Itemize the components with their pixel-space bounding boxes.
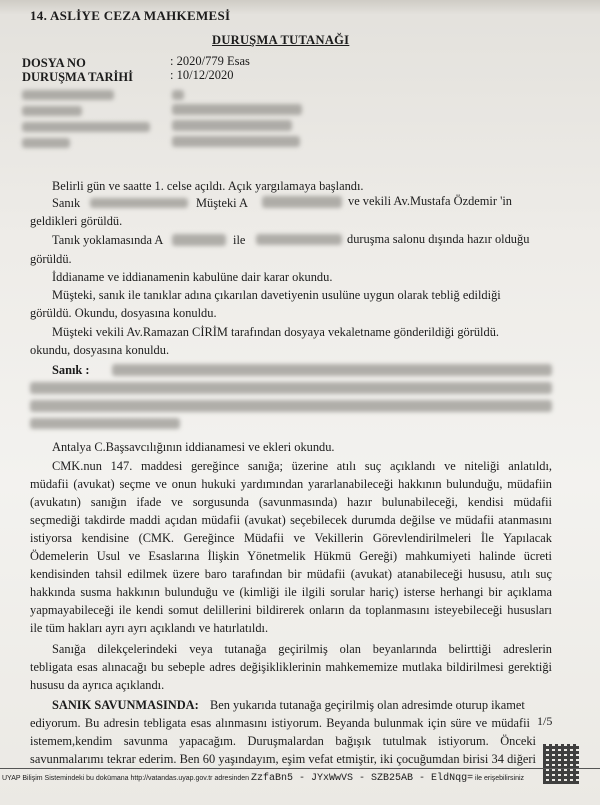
redacted-defendant-info bbox=[30, 382, 552, 394]
text-line: geldikleri görüldü. bbox=[30, 214, 123, 228]
footer-text: UYAP Bilişim Sistemindeki bu dokümana http://vatandas.uyap.gov.tr adresinden bbox=[2, 775, 250, 782]
redacted-name bbox=[262, 196, 342, 208]
hearing-date-label: DURUŞMA TARİHİ bbox=[22, 70, 134, 84]
redacted-field-value bbox=[172, 104, 302, 115]
text-line: Ben yukarıda tutanağa geçirilmiş olan adresimde oturup ikamet bbox=[210, 698, 525, 712]
redacted-field-label bbox=[22, 90, 114, 100]
footer-verification bbox=[2, 773, 524, 784]
text-line: Belirli gün ve saatte 1. celse açıldı. Açık yargılamaya başlandı. bbox=[52, 179, 364, 193]
redacted-defendant-info bbox=[112, 364, 552, 376]
defense-heading: SANIK SAVUNMASINDA: bbox=[52, 698, 199, 712]
redacted-field-value bbox=[172, 90, 184, 100]
footer-suffix: ile erişebilirsiniz bbox=[475, 775, 525, 782]
redacted-field-value bbox=[172, 136, 300, 147]
case-number-value: : 2020/779 Esas bbox=[170, 54, 250, 68]
text-line: duruşma salonu dışında hazır olduğu bbox=[347, 232, 530, 246]
redacted-name bbox=[256, 234, 342, 245]
text-line: ve vekili Av.Mustafa Özdemir 'in bbox=[348, 194, 512, 208]
redacted-name bbox=[90, 198, 188, 208]
redacted-field-label bbox=[22, 106, 82, 116]
defendant-label: Sanık : bbox=[52, 363, 90, 377]
verification-code: ZzfaBn5 - JYxWwVS - SZB25AB - EldNqg= bbox=[251, 773, 474, 784]
text-line: Müşteki vekili Av.Ramazan CİRİM tarafından dosyaya vekaletname gönderildiği görüldü. bbox=[52, 325, 499, 339]
redacted-defendant-info bbox=[30, 418, 180, 429]
text-line: Ödemelerin Usul ve Esaslarına İlişkin Yönetmelik Hükmü Gereği) mahkumiyeti halinde ücreti bbox=[30, 549, 552, 563]
text-line: okundu, dosyasına konuldu. bbox=[30, 343, 170, 357]
redacted-field-label bbox=[22, 122, 150, 132]
text-line: savunmalarımı tekrar ederim. Ben 60 yaşındayım, eşim vefat etmiştir, iki çocuğumdan birisi 34 diğeri bbox=[30, 752, 536, 766]
text-line: Sanığa dilekçelerindeki veya tutanağa geçirilmiş olan beyanlarında belirttiği adreslerin bbox=[52, 642, 552, 656]
text-line: Müşteki A bbox=[196, 196, 248, 210]
text-line: kendisinden tahsil edilmek üzere baro tarafından bir müdafii (avukat) atanabileceği hususu, atılı suç bbox=[30, 567, 552, 581]
redacted-name bbox=[172, 234, 226, 246]
court-name: 14. ASLİYE CEZA MAHKEMESİ bbox=[30, 8, 231, 23]
text-line: görüldü. bbox=[30, 252, 72, 266]
text-line: seçmediği takdirde maddi açıdan müdafii (avukat) seçebilecek durumda değilse ve müdafii atanmasını bbox=[30, 513, 552, 527]
case-number-label: DOSYA NO bbox=[22, 56, 86, 70]
redacted-field-value bbox=[172, 120, 292, 131]
text-line: (avukatın) sanığın ifade ve sorgusunda (savunmasında) hazır bulunabileceği, kendisi müdafii bbox=[30, 495, 552, 509]
text-line: CMK.nun 147. maddesi gereğince sanığa; üzerine atılı suç açıklandı ve niteliği anlatıldı, bbox=[52, 459, 552, 473]
redacted-defendant-info bbox=[30, 400, 552, 412]
redacted-field-label bbox=[22, 138, 70, 148]
text-line: istiyorsa kendisine (CMK. Gereğince Müdafii ve Vekillerin Görevlendirilmeleri İle Yapılacak bbox=[30, 531, 552, 545]
text-line: istemem,kendim savunma yapacağım. Duruşmalardan bağışık tutulmak istiyorum. Önceki bbox=[30, 734, 536, 748]
text-line: görüldü. Okundu, dosyasına konuldu. bbox=[30, 306, 217, 320]
text-line: hakkında susma hakkının bulunduğu ve (kimliği ile ilgili sorular hariç) isterse herhangi bir açıklama bbox=[30, 585, 552, 599]
text-line: müdafii (avukat) seçme ve onun hukuki yardımından yararlanabileceği hakkının bulunduğu, müdafiin bbox=[30, 477, 552, 491]
text-line: ile bbox=[233, 233, 246, 247]
qr-code-icon bbox=[543, 744, 579, 784]
footer-divider bbox=[0, 768, 600, 769]
text-line: yapmayabileceği ile kendi somut delillerini bildirerek onların da toplanmasını isteyebileceği hususları bbox=[30, 603, 552, 617]
text-line: İddianame ve iddianamenin kabulüne dair karar okundu. bbox=[52, 270, 333, 284]
hearing-date-value: : 10/12/2020 bbox=[170, 68, 234, 82]
text-line: Sanık bbox=[52, 196, 81, 210]
text-line: Tanık yoklamasında A bbox=[52, 233, 164, 247]
page-number: 1/5 bbox=[537, 714, 553, 728]
text-line: ile tüm hakları ayrı ayrı açıklandı ve hatırlatıldı. bbox=[30, 621, 269, 635]
text-line: ediyorum. Bu adresin tebligata esas alınmasını istiyorum. Beyanda bulunmak için süre ve müdafii bbox=[30, 716, 530, 730]
document-title: DURUŞMA TUTANAĞI bbox=[212, 33, 350, 47]
text-line: tebligata esas alınacağı bu sebeple adres değişikliklerinin mahkememize mutlaka bildirilmesi gerektiği bbox=[30, 660, 552, 674]
text-line: hususu da ayrıca açıklandı. bbox=[30, 678, 165, 692]
text-line: Müşteki, sanık ile tanıklar adına çıkarılan davetiyenin usulüne uygun olarak tebliğ edildiği bbox=[52, 288, 501, 302]
text-line: Antalya C.Başsavcılığının iddianamesi ve ekleri okundu. bbox=[52, 440, 335, 454]
